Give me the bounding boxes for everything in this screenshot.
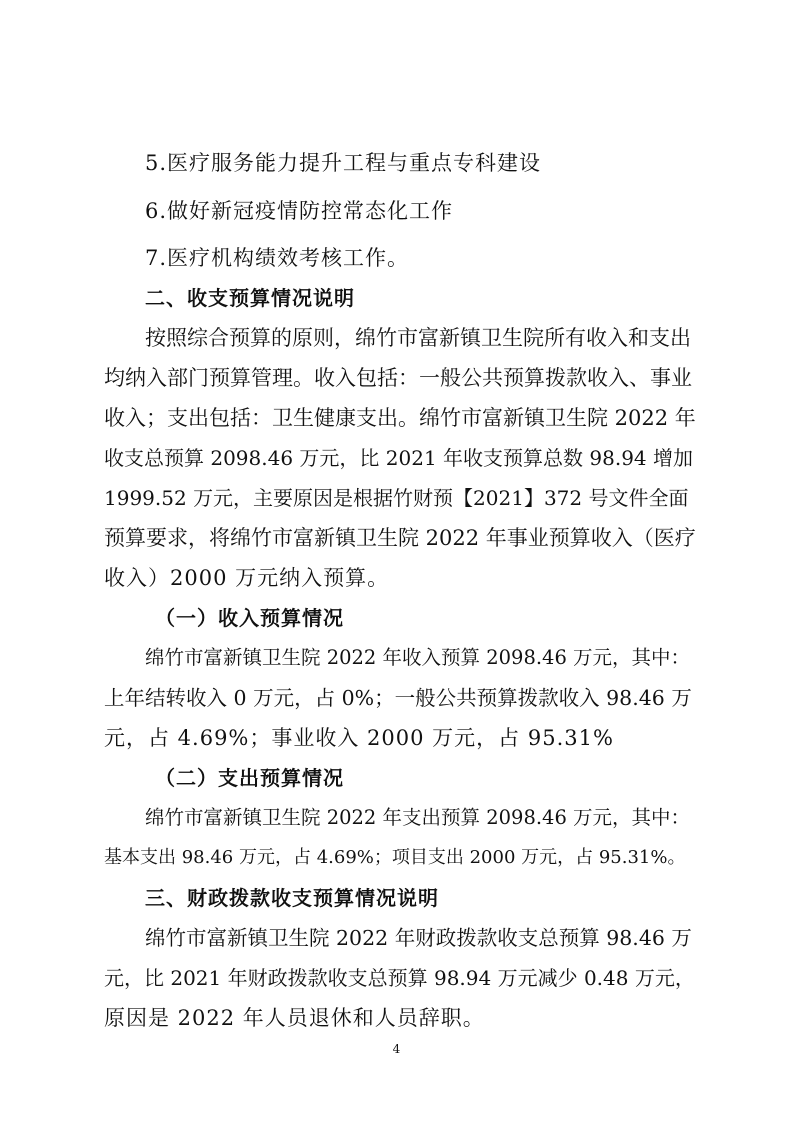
- section3-paragraph-line: 原因是 2022 年人员退休和人员辞职。: [104, 1006, 485, 1030]
- page-number: 4: [392, 1042, 401, 1056]
- income-paragraph-line: 上年结转收入 0 万元，占 0%；一般公共预算拨款收入 98.46 万: [104, 686, 692, 710]
- section2-paragraph-line: 按照综合预算的原则，绵竹市富新镇卫生院所有收入和支出: [145, 326, 691, 350]
- section2-paragraph-line: 收支总预算 2098.46 万元，比 2021 年收支预算总数 98.94 增加: [104, 446, 694, 470]
- section2-paragraph-line: 预算要求，将绵竹市富新镇卫生院 2022 年事业预算收入（医疗: [104, 526, 696, 550]
- list-item-5: 5.医疗服务能力提升工程与重点专科建设: [145, 151, 542, 175]
- section2-paragraph-line: 1999.52 万元，主要原因是根据竹财预【2021】372 号文件全面: [104, 486, 689, 510]
- section2-heading: 二、收支预算情况说明: [145, 286, 355, 310]
- income-paragraph-line: 元，占 4.69%；事业收入 2000 万元，占 95.31%: [104, 726, 614, 750]
- list-item-6: 6.做好新冠疫情防控常态化工作: [145, 199, 454, 223]
- section2-paragraph-line: 收入；支出包括：卫生健康支出。绵竹市富新镇卫生院 2022 年: [104, 406, 696, 430]
- expense-heading: （二）支出预算情况: [155, 766, 344, 790]
- income-heading: （一）收入预算情况: [155, 606, 344, 630]
- list-item-7: 7.医疗机构绩效考核工作。: [145, 246, 410, 270]
- expense-paragraph-line: 基本支出 98.46 万元，占 4.69%；项目支出 2000 万元，占 95.31%。: [104, 847, 686, 868]
- section3-heading: 三、财政拨款收支预算情况说明: [145, 886, 439, 910]
- section3-paragraph-line: 绵竹市富新镇卫生院 2022 年财政拨款收支总预算 98.46 万: [145, 926, 692, 950]
- income-paragraph-line: 绵竹市富新镇卫生院 2022 年收入预算 2098.46 万元，其中：: [145, 646, 691, 669]
- expense-paragraph-line: 绵竹市富新镇卫生院 2022 年支出预算 2098.46 万元，其中：: [145, 806, 691, 829]
- section2-paragraph-line: 收入）2000 万元纳入预算。: [104, 566, 390, 590]
- section2-paragraph-line: 均纳入部门预算管理。收入包括：一般公共预算拨款收入、事业: [104, 366, 692, 390]
- section3-paragraph-line: 元，比 2021 年财政拨款收支总预算 98.94 万元减少 0.48 万元，: [104, 966, 695, 990]
